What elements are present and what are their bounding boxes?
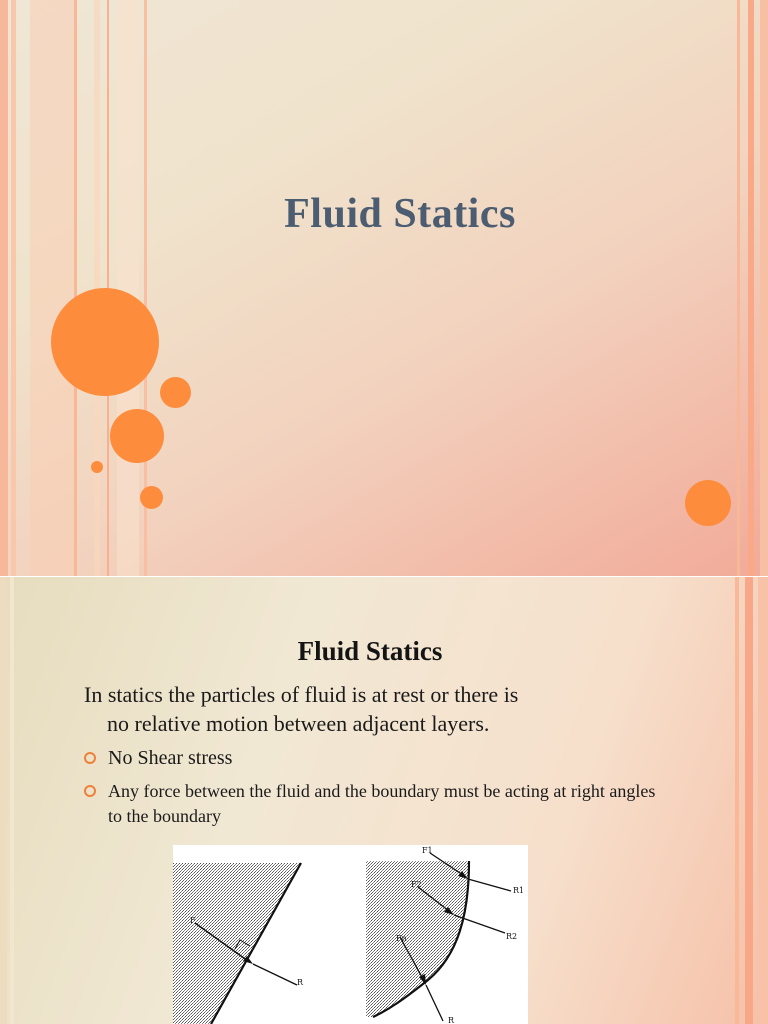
figure-label: R1 <box>513 886 525 895</box>
decorative-band <box>11 0 16 576</box>
boundary-force-diagram <box>173 845 528 1024</box>
figure-label: F2 <box>411 880 422 889</box>
decorative-band <box>117 0 139 576</box>
fluid-region-left <box>173 863 301 1024</box>
bullet-circle-icon <box>84 752 96 764</box>
figure-label: R2 <box>506 932 518 941</box>
decorative-band <box>735 577 739 1024</box>
bullet-text: No Shear stress <box>108 747 233 769</box>
decorative-band <box>758 577 768 1024</box>
decorative-band <box>0 577 7 1024</box>
bullet-circle-icon <box>84 785 96 797</box>
intro-line: no relative motion between adjacent layers. <box>107 711 490 736</box>
figure-label: Fn <box>396 934 407 943</box>
decorative-circle <box>110 409 164 463</box>
decorative-circle <box>91 461 103 473</box>
decorative-band <box>745 577 753 1024</box>
intro-paragraph <box>84 680 664 738</box>
figure-label: R <box>448 1016 455 1024</box>
reaction-line-right-n <box>426 985 443 1021</box>
content-heading: Fluid Statics <box>297 636 443 666</box>
decorative-circle <box>51 288 159 396</box>
decorative-circle <box>160 377 191 408</box>
decorative-band <box>74 0 77 576</box>
decorative-band <box>30 0 74 576</box>
reaction-line-right-1 <box>468 879 511 891</box>
decorative-circle <box>685 480 731 526</box>
figure-label: F <box>190 916 196 925</box>
boundary-force-figure <box>173 845 528 1024</box>
intro-line: In statics the particles of fluid is at rest or there is <box>84 682 519 707</box>
figure-label: F1 <box>422 846 433 855</box>
decorative-band <box>760 0 768 576</box>
decorative-circle <box>140 486 163 509</box>
reaction-line-left <box>253 964 297 985</box>
decorative-band <box>748 0 754 576</box>
slide-title: Fluid Statics <box>284 191 516 237</box>
decorative-band <box>0 0 8 576</box>
bullet-text: Any force between the fluid and the boundary must be acting at right angles to the boundary <box>108 781 656 826</box>
decorative-band <box>10 577 14 1024</box>
decorative-band <box>737 0 740 576</box>
figure-label: R <box>297 978 304 987</box>
